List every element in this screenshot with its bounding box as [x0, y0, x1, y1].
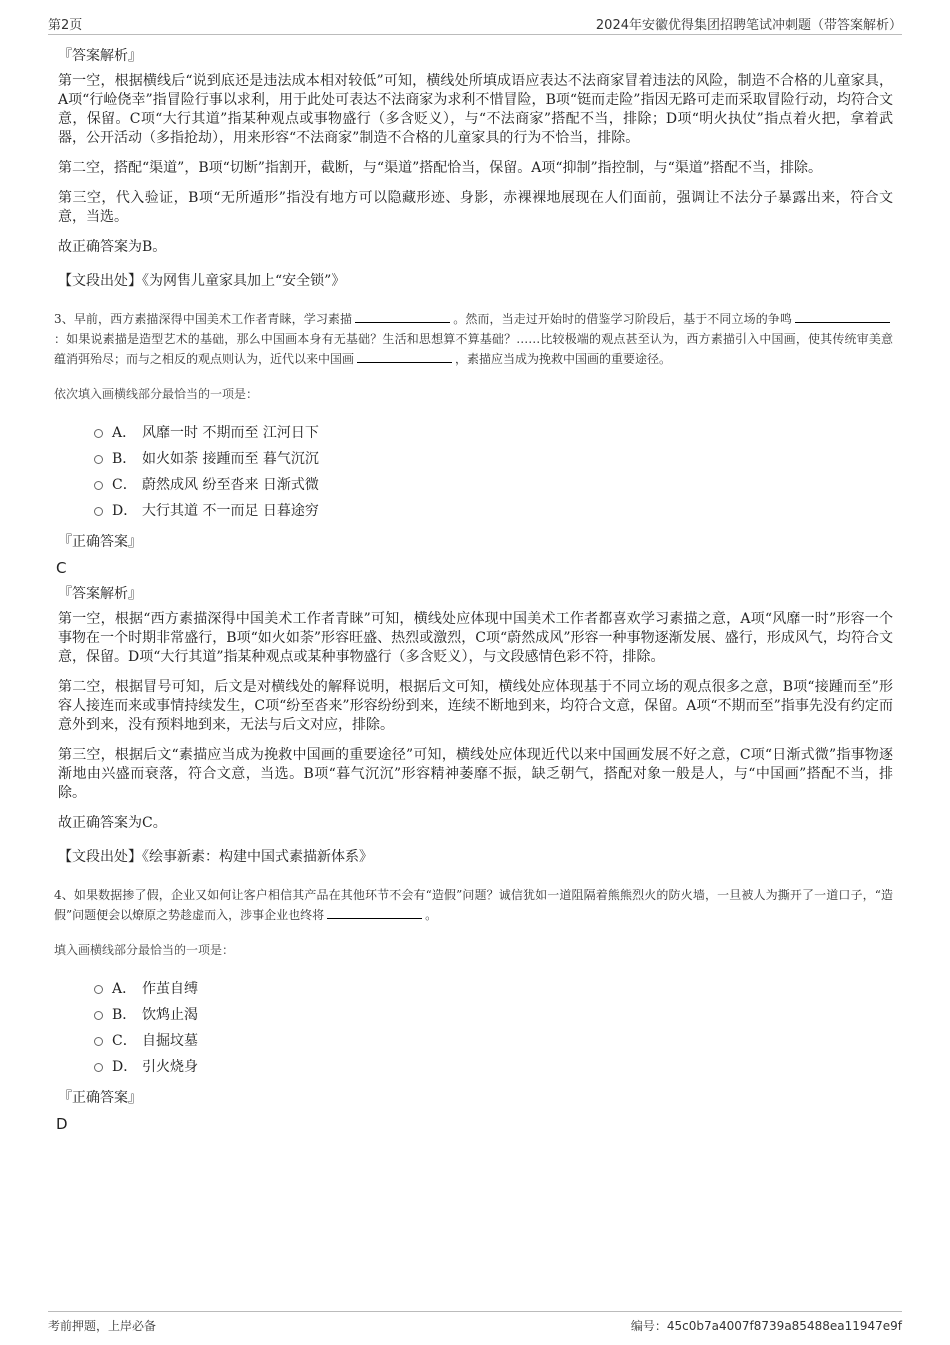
- option-d[interactable]: D． 大行其道 不一而足 日暮途穷: [94, 498, 893, 524]
- document-id: 编号：45c0b7a4007f8739a85488ea11947e9f: [630, 1319, 902, 1333]
- radio-icon[interactable]: [94, 507, 103, 516]
- radio-icon[interactable]: [94, 429, 103, 438]
- analysis-label: 『答案解析』: [58, 586, 142, 602]
- analysis-conclusion: 故正确答案为C。: [58, 815, 167, 831]
- radio-icon[interactable]: [94, 1037, 103, 1046]
- fill-blank: [357, 350, 452, 363]
- analysis-paragraph: 第一空，根据横线后“说到底还是违法成本相对较低”可知，横线处所填成语应表达不法商家冒着违法的风险，制造不合格的儿童家具，A项“行崄侥幸”指冒险行事以求利，用于此处可表达不法商家为求利不惜冒险，B项“铤而走险”指因无路可走而采取冒险行动，均符合文意，保留。C项“大行其道”指某种观点或事物盛行（多含贬义），与“不法商家”搭配不当，排除；D项“明火执仗”指点着火把，拿着武器，公开活动（多指抢劫），用来形容“不法商家”制造不合格的儿童家具的行为不恰当，排除。: [58, 73, 893, 146]
- text-source: 【文段出处】《为网售儿童家具加上“安全锁”》: [58, 273, 346, 289]
- page-header: [48, 14, 902, 35]
- option-d[interactable]: D． 引火烧身: [94, 1054, 893, 1080]
- fill-blank: [355, 310, 450, 323]
- analysis-conclusion: 故正确答案为B。: [58, 239, 167, 255]
- option-b[interactable]: B． 如火如荼 接踵而至 暮气沉沉: [94, 446, 893, 472]
- footer-slogan: 考前押题，上岸必备: [48, 1319, 157, 1333]
- question-prompt: 依次填入画横线部分最恰当的一项是：: [54, 387, 259, 401]
- question-prompt: 填入画横线部分最恰当的一项是：: [54, 943, 235, 957]
- page-footer: [48, 1311, 902, 1338]
- correct-answer-label: 『正确答案』: [58, 534, 142, 550]
- question-stem: 3、早前，西方素描深得中国美术工作者青睐，学习素描 。然而，当走过开始时的借鉴学习阶段后，基于不同立场的争鸣：如果说素描是造型艺术的基础，那么中国画本身有无基础？生活和思想算不算基础？……比较极端的观点甚至认为，西方素描引入中国画，使其传统审美意蕴消弭殆尽；而与之相反的观点则认为，近代以来中国画 ，素描应当成为挽救中国画的重要途径。: [54, 312, 893, 366]
- option-b[interactable]: B． 饮鸩止渴: [94, 1002, 893, 1028]
- question-3: [54, 309, 893, 867]
- analysis-paragraph: 第一空，根据“西方素描深得中国美术工作者青睐”可知，横线处应体现中国美术工作者都喜欢学习素描之意，A项“风靡一时”形容一个事物在一个时期非常盛行，B项“如火如荼”形容旺盛、热烈或激烈，C项“蔚然成风”形容一种事物逐渐发展、盛行，形成风气，均符合文意，保留。D项“大行其道”指某种观点或某种事物盛行（多含贬义），与文段感情色彩不符，排除。: [58, 611, 893, 665]
- option-c[interactable]: C． 蔚然成风 纷至沓来 日渐式微: [94, 472, 893, 498]
- analysis-label: 『答案解析』: [58, 48, 142, 64]
- option-a[interactable]: A． 风靡一时 不期而至 江河日下: [94, 420, 893, 446]
- question-stem: 4、如果数据掺了假，企业又如何让客户相信其产品在其他环节不会有“造假”问题？诚信犹如一道阻隔着熊熊烈火的防火墙，一旦被人为撕开了一道口子，“造假”问题便会以燎原之势趁虚而入，涉事企业也终将 。: [54, 888, 893, 922]
- option-list: [94, 420, 893, 524]
- option-c[interactable]: C． 自掘坟墓: [94, 1028, 893, 1054]
- radio-icon[interactable]: [94, 1011, 103, 1020]
- fill-blank: [795, 310, 890, 323]
- document-title: 2024年安徽优得集团招聘笔试冲刺题（带答案解析）: [595, 18, 902, 33]
- text-source: 【文段出处】《绘事新素：构建中国式素描新体系》: [58, 849, 373, 865]
- radio-icon[interactable]: [94, 481, 103, 490]
- analysis-paragraph: 第二空，搭配“渠道”，B项“切断”指割开，截断，与“渠道”搭配恰当，保留。A项“抑制”指控制，与“渠道”搭配不当，排除。: [58, 160, 822, 176]
- page-number: 第2页: [48, 18, 83, 33]
- fill-blank: [327, 906, 422, 919]
- question-4: [54, 885, 893, 1134]
- correct-answer: C: [56, 559, 67, 577]
- analysis-paragraph: 第三空，代入验证，B项“无所遁形”指没有地方可以隐藏形迹、身影，赤裸裸地展现在人们面前，强调让不法分子暴露出来，符合文意，当选。: [58, 190, 893, 225]
- page-content: [54, 46, 893, 1140]
- correct-answer-label: 『正确答案』: [58, 1090, 142, 1106]
- radio-icon[interactable]: [94, 1063, 103, 1072]
- analysis-paragraph: 第二空，根据冒号可知，后文是对横线处的解释说明，根据后文可知，横线处应体现基于不同立场的观点很多之意，B项“接踵而至”形容人接连而来或事情持续发生，C项“纷至沓来”形容纷纷到来，连续不断地到来，均符合文意，保留。A项“不期而至”指事先没有约定而意外到来，没有预料地到来，无法与后文对应，排除。: [58, 679, 893, 733]
- radio-icon[interactable]: [94, 455, 103, 464]
- analysis-paragraph: 第三空，根据后文“素描应当成为挽救中国画的重要途径”可知，横线处应体现近代以来中国画发展不好之意，C项“日渐式微”指事物逐渐地由兴盛而衰落，符合文意，当选。B项“暮气沉沉”形容精神萎靡不振，缺乏朝气，搭配对象一般是人，与“中国画”搭配不当，排除。: [58, 747, 893, 801]
- radio-icon[interactable]: [94, 985, 103, 994]
- q2-analysis-block: [58, 46, 893, 291]
- correct-answer: D: [56, 1115, 68, 1133]
- option-list: [94, 976, 893, 1080]
- option-a[interactable]: A． 作茧自缚: [94, 976, 893, 1002]
